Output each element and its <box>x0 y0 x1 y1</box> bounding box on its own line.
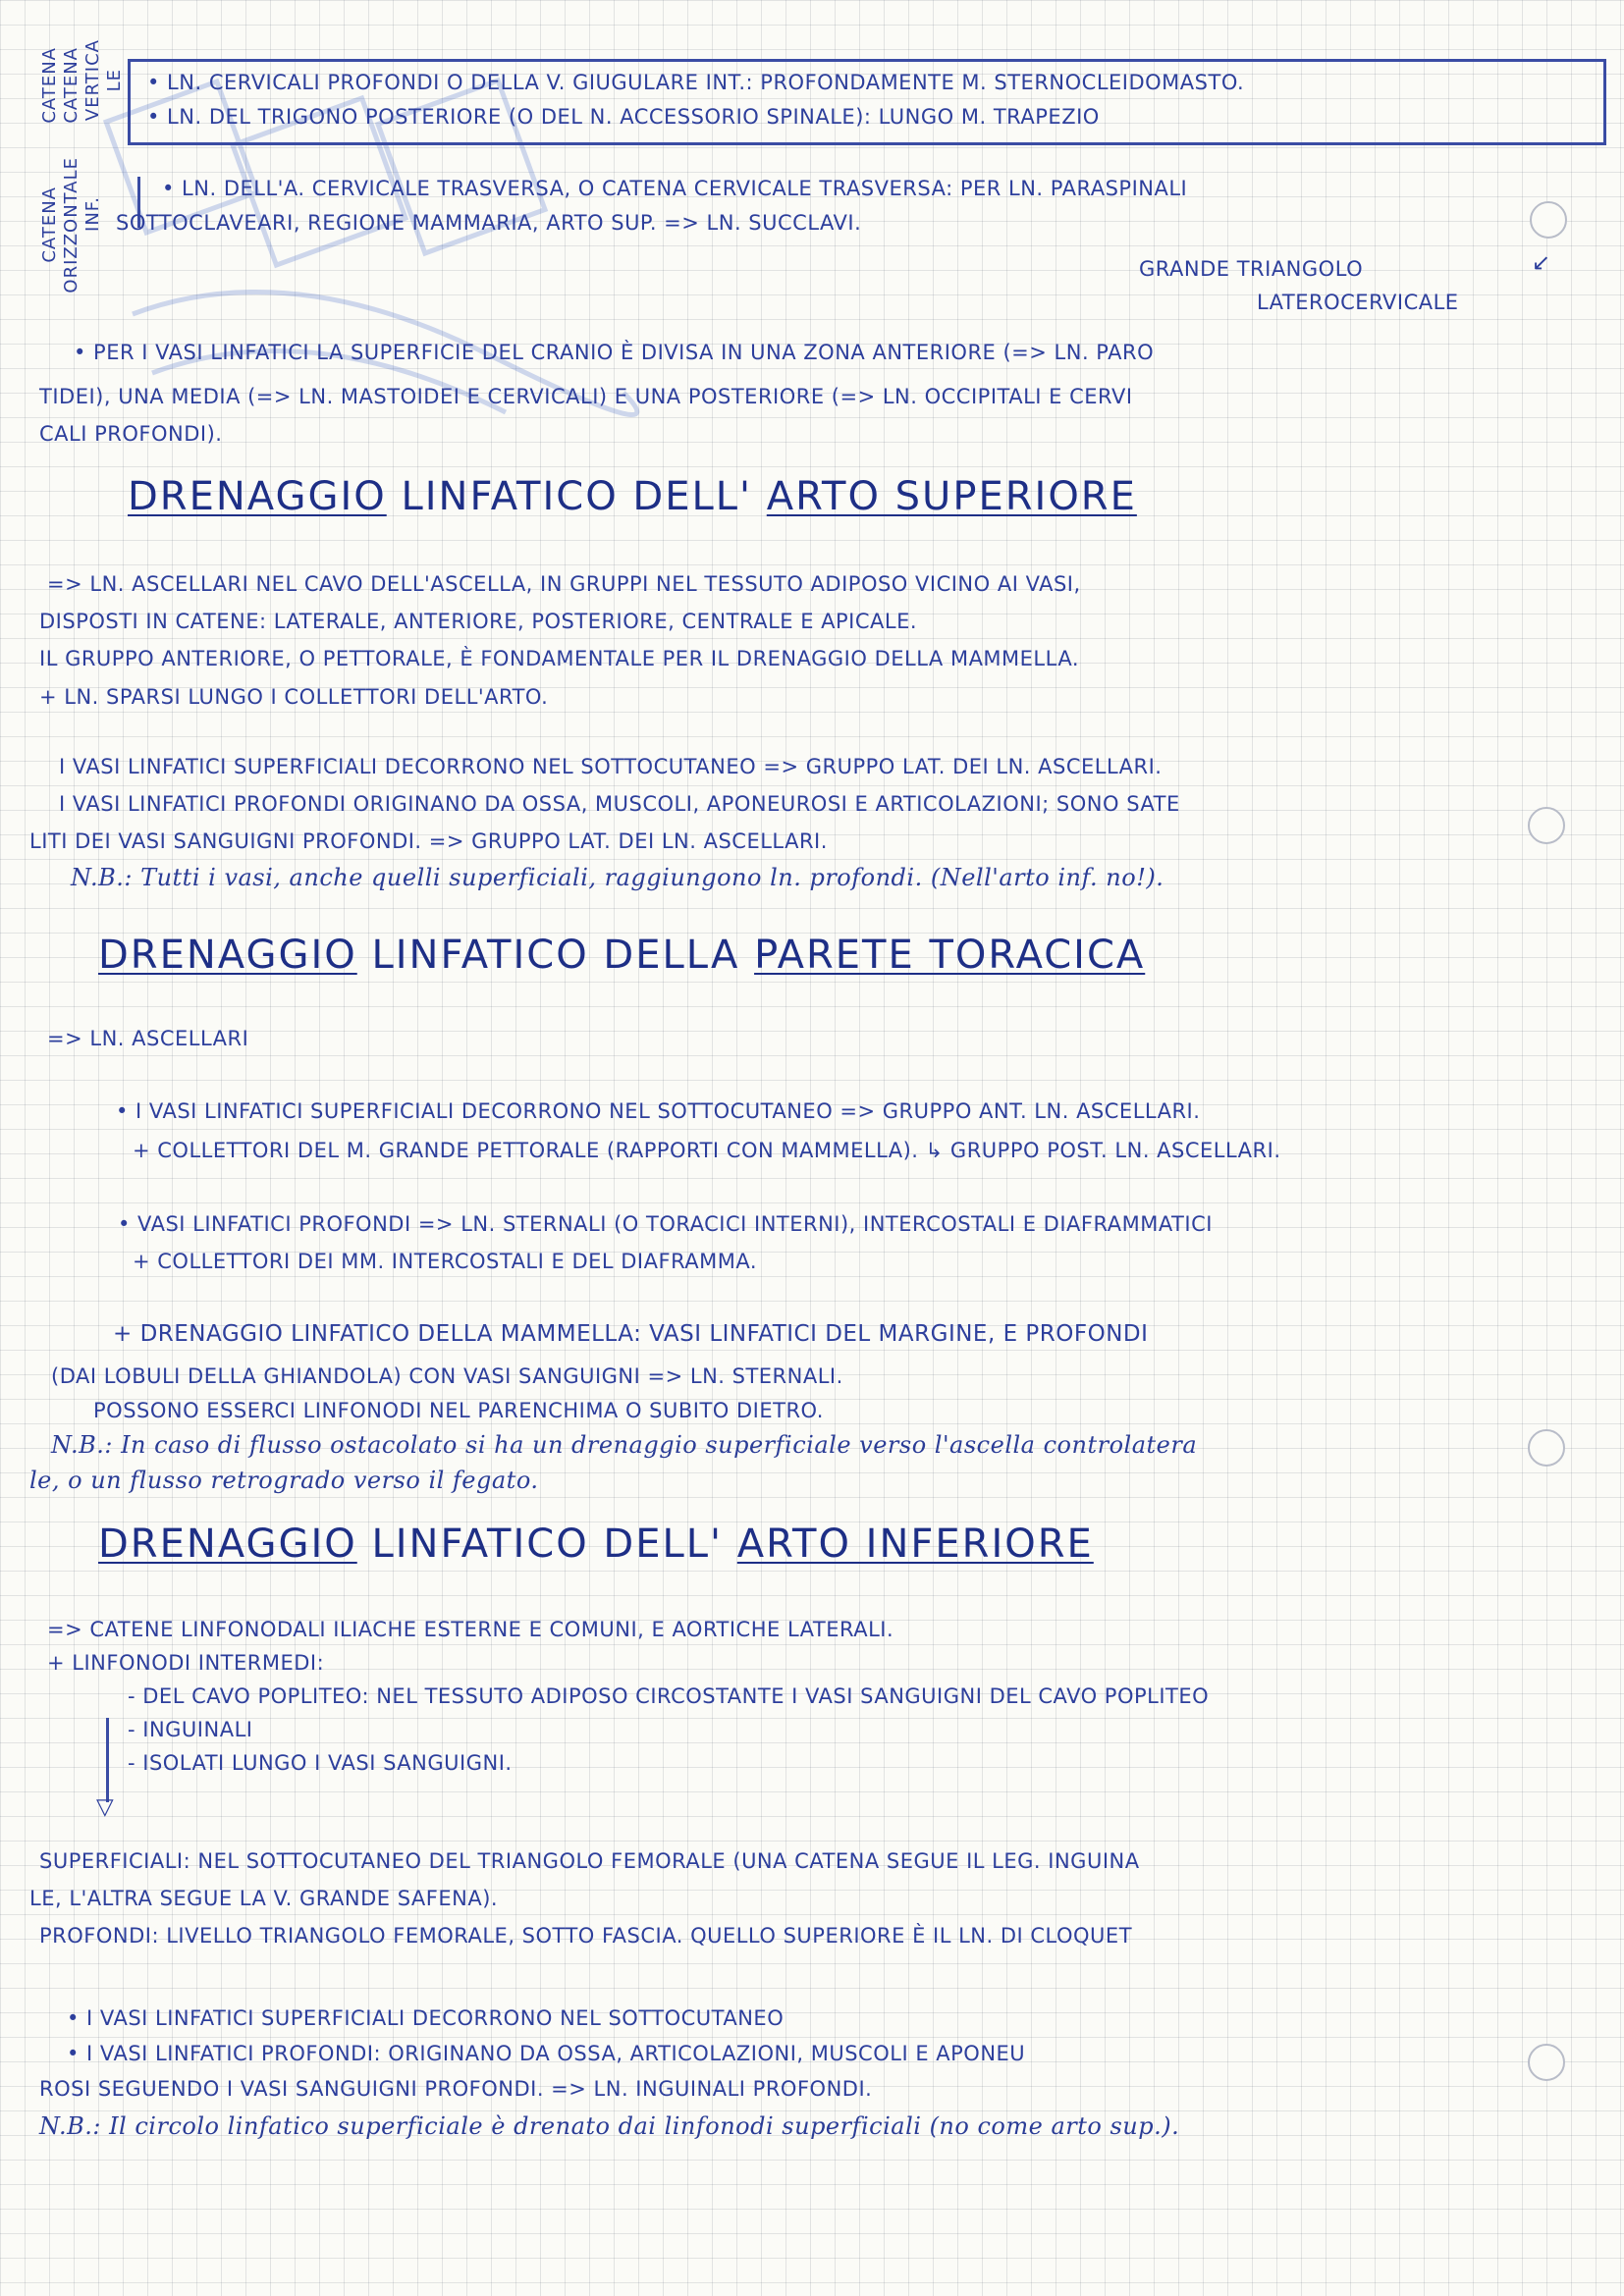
title-part-drenaggio: DRENAGGIO <box>98 1522 357 1567</box>
grande-triangolo-1: GRANDE TRIANGOLO <box>1139 257 1364 281</box>
title-part-drenaggio: DRENAGGIO <box>128 474 387 519</box>
punch-hole <box>1528 807 1565 844</box>
top-line-2: • LN. DEL TRIGONO POSTERIORE (O DEL N. ACCESSORIO SPINALE): LUNGO M. TRAPEZIO <box>147 105 1100 129</box>
sec2-line-3: + COLLETTORI DEL M. GRANDE PETTORALE (RAPPORTI CON MAMMELLA). ↳ GRUPPO POST. LN. ASCELLARI. <box>133 1139 1281 1162</box>
sec1-line-5: I VASI LINFATICI SUPERFICIALI DECORRONO NEL SOTTOCUTANEO => GRUPPO LAT. DEI LN. ASCELLARI. <box>59 755 1163 778</box>
cranio-line-2: TIDEI), UNA MEDIA (=> LN. MASTOIDEI E CERVICALI) E UNA POSTERIORE (=> LN. OCCIPITALI E CERVI <box>39 385 1133 408</box>
down-arrow-icon: ▽ <box>96 1794 115 1820</box>
sec3-line-8: PROFONDI: LIVELLO TRIANGOLO FEMORALE, SOTTO FASCIA. QUELLO SUPERIORE È IL LN. DI CLOQUET <box>39 1924 1133 1948</box>
side-label-catena-2: CATENA <box>61 47 81 124</box>
sec3-line-10: • I VASI LINFATICI PROFONDI: ORIGINANO DA OSSA, ARTICOLAZIONI, MUSCOLI E APONEU <box>67 2042 1026 2065</box>
title-part-arto: ARTO INFERIORE <box>736 1522 1094 1567</box>
title-part-arto: ARTO SUPERIORE <box>766 474 1137 519</box>
sec3-line-2: + LINFONODI INTERMEDI: <box>47 1651 325 1675</box>
cranio-line-3: CALI PROFONDI). <box>39 422 223 446</box>
title-part-linfatico: LINFATICO DELLA <box>371 933 740 978</box>
sec1-line-1: => LN. ASCELLARI NEL CAVO DELL'ASCELLA, IN GRUPPI NEL TESSUTO ADIPOSO VICINO AI VASI, <box>47 572 1081 596</box>
sec2-line-4: • VASI LINFATICI PROFONDI => LN. STERNALI (O TORACICI INTERNI), INTERCOSTALI E DIAFRAMMATICI <box>118 1212 1213 1236</box>
side-label-catena-1: CATENA <box>39 47 60 124</box>
sec1-line-2: DISPOSTI IN CATENE: LATERALE, ANTERIORE, POSTERIORE, CENTRALE E APICALE. <box>39 610 918 633</box>
title-part-linfatico: LINFATICO DELL' <box>371 1522 724 1567</box>
sec1-line-3: IL GRUPPO ANTERIORE, O PETTORALE, È FONDAMENTALE PER IL DRENAGGIO DELLA MAMMELLA. <box>39 647 1079 670</box>
sec2-note-2: le, o un flusso retrogrado verso il fegato. <box>29 1467 539 1494</box>
sec3-line-5: - ISOLATI LUNGO I VASI SANGUIGNI. <box>128 1751 513 1775</box>
grande-triangolo-2: LATEROCERVICALE <box>1257 291 1459 314</box>
top-line-3: • LN. DELL'A. CERVICALE TRASVERSA, O CATENA CERVICALE TRASVERSA: PER LN. PARASPINALI <box>162 177 1188 200</box>
sec3-line-4: - INGUINALI <box>128 1718 253 1741</box>
sec1-line-4: + LN. SPARSI LUNGO I COLLETTORI DELL'ARTO. <box>39 685 549 709</box>
sec2-note-1: N.B.: In caso di flusso ostacolato si ha un drenaggio superficiale verso l'ascella controlatera <box>51 1431 1198 1459</box>
sec3-line-9: • I VASI LINFATICI SUPERFICIALI DECORRONO NEL SOTTOCUTANEO <box>67 2006 785 2030</box>
arrow-icon: ↙ <box>1532 250 1551 276</box>
bracket-arrow <box>106 1718 109 1802</box>
sec2-line-7: (DAI LOBULI DELLA GHIANDOLA) CON VASI SANGUIGNI => LN. STERNALI. <box>51 1364 843 1388</box>
punch-hole <box>1528 1429 1565 1467</box>
title-part-linfatico: LINFATICO DELL' <box>401 474 753 519</box>
title-part-parete: PARETE TORACICA <box>754 933 1146 978</box>
side-label-verticale: VERTICA <box>82 39 103 122</box>
side-label-inf: INF. <box>82 196 103 232</box>
sec2-line-1: => LN. ASCELLARI <box>47 1027 249 1050</box>
top-line-1: • LN. CERVICALI PROFONDI O DELLA V. GIUGULARE INT.: PROFONDAMENTE M. STERNOCLEIDOMASTO. <box>147 71 1245 94</box>
punch-hole <box>1530 201 1567 239</box>
sec1-note: N.B.: Tutti i vasi, anche quelli superficiali, raggiungono ln. profondi. (Nell'arto inf. no!). <box>71 864 1164 891</box>
sec2-line-6: + DRENAGGIO LINFATICO DELLA MAMMELLA: VASI LINFATICI DEL MARGINE, E PROFONDI <box>113 1321 1149 1347</box>
section-title-arto-superiore <box>128 474 1137 519</box>
sec1-line-7: LITI DEI VASI SANGUIGNI PROFONDI. => GRUPPO LAT. DEI LN. ASCELLARI. <box>29 829 828 853</box>
top-line-4: SOTTOCLAVEARI, REGIONE MAMMARIA, ARTO SUP. => LN. SUCCLAVI. <box>116 211 862 235</box>
punch-hole <box>1528 2044 1565 2081</box>
section-title-parete-toracica <box>98 933 1145 978</box>
sec3-note: N.B.: Il circolo linfatico superficiale è drenato dai linfonodi superficiali (no come arto sup.). <box>39 2112 1180 2140</box>
cranio-line-1: • PER I VASI LINFATICI LA SUPERFICIE DEL CRANIO È DIVISA IN UNA ZONA ANTERIORE (=> LN. PARO <box>74 341 1155 364</box>
sec2-line-2: • I VASI LINFATICI SUPERFICIALI DECORRONO NEL SOTTOCUTANEO => GRUPPO ANT. LN. ASCELLARI. <box>116 1099 1201 1123</box>
sec3-line-7: LE, L'ALTRA SEGUE LA V. GRANDE SAFENA). <box>29 1887 499 1910</box>
sec3-line-3: - DEL CAVO POPLITEO: NEL TESSUTO ADIPOSO CIRCOSTANTE I VASI SANGUIGNI DEL CAVO POPLITEO <box>128 1684 1210 1708</box>
sec3-line-6: SUPERFICIALI: NEL SOTTOCUTANEO DEL TRIANGOLO FEMORALE (UNA CATENA SEGUE IL LEG. INGUINA <box>39 1849 1140 1873</box>
side-label-le: LE <box>104 69 125 92</box>
title-part-drenaggio: DRENAGGIO <box>98 933 357 978</box>
sec1-line-6: I VASI LINFATICI PROFONDI ORIGINANO DA OSSA, MUSCOLI, APONEUROSI E ARTICOLAZIONI; SONO SATE <box>59 792 1180 816</box>
sec2-line-5: + COLLETTORI DEI MM. INTERCOSTALI E DEL DIAFRAMMA. <box>133 1250 758 1273</box>
section-title-arto-inferiore <box>98 1522 1094 1567</box>
sec3-line-1: => CATENE LINFONODALI ILIACHE ESTERNE E COMUNI, E AORTICHE LATERALI. <box>47 1618 894 1641</box>
sec3-line-11: ROSI SEGUENDO I VASI SANGUIGNI PROFONDI. => LN. INGUINALI PROFONDI. <box>39 2077 873 2101</box>
side-label-catena-3: CATENA <box>39 187 60 263</box>
sec2-line-8: POSSONO ESSERCI LINFONODI NEL PARENCHIMA O SUBITO DIETRO. <box>93 1399 824 1422</box>
side-label-orizzontale: ORIZZONTALE <box>61 157 81 294</box>
